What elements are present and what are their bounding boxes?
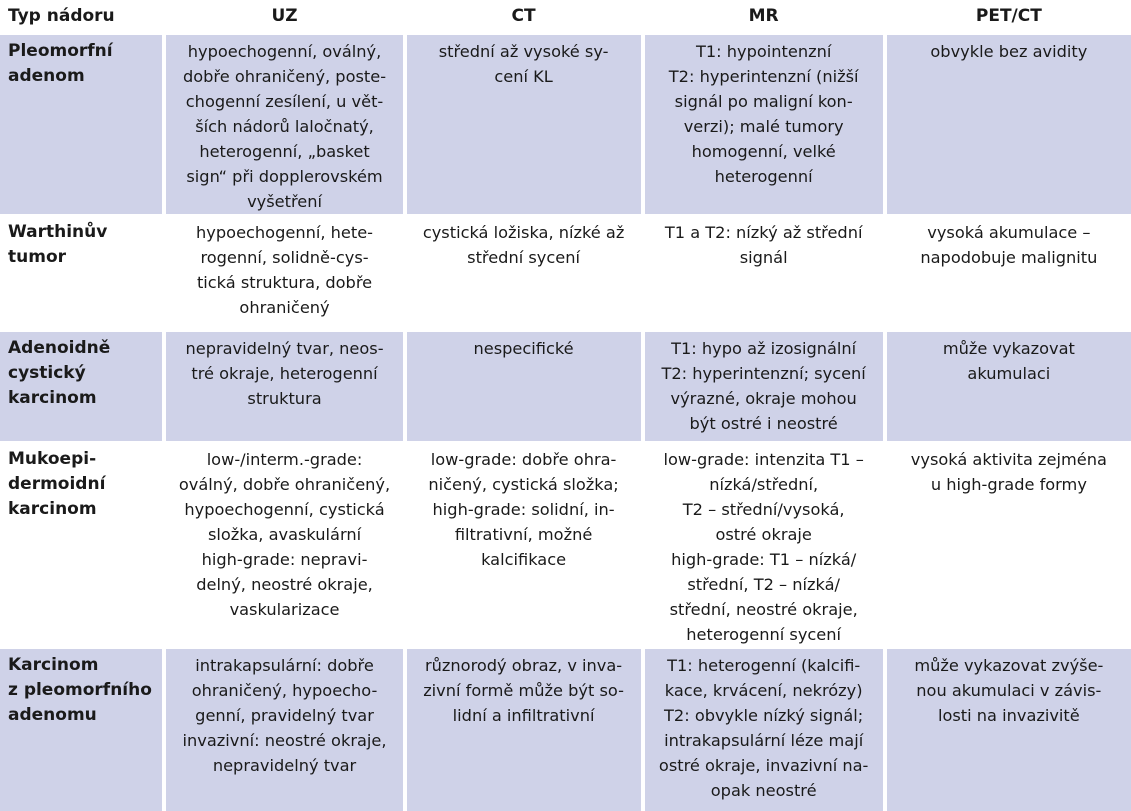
- header-ct: CT: [407, 0, 641, 33]
- table-row: [0, 441, 1131, 647]
- mr-cell: T1: heterogenní (kalcifi- kace, krvácení, nekrózy) T2: obvykle nízký signál; intrakapsulární léze mají ostré okraje, invazivní na- opak neostré: [645, 647, 883, 811]
- ct-cell: low-grade: dobře ohra- ničený, cystická složka; high-grade: solidní, in- filtrativní, možné kalcifikace: [407, 441, 641, 647]
- ct-cell: střední až vysoké sy- cení KL: [407, 33, 641, 214]
- header-row: [0, 0, 1131, 33]
- tumor-type-cell: Pleomorfní adenom: [0, 33, 162, 214]
- tumor-type-cell: Karcinom z pleomorfního adenomu: [0, 647, 162, 811]
- tumor-type-cell: Adenoidně cystický karcinom: [0, 330, 162, 441]
- ct-cell: různorodý obraz, v inva- zivní formě může být so- lidní a infiltrativní: [407, 647, 641, 811]
- header-mr: MR: [645, 0, 883, 33]
- table-row: [0, 33, 1131, 214]
- tumor-type-cell: Mukoepi- dermoidní karcinom: [0, 441, 162, 647]
- uz-cell: intrakapsulární: dobře ohraničený, hypoecho- genní, pravidelný tvar invazivní: neostré okraje, nepravidelný tvar: [166, 647, 402, 811]
- table-row: [0, 647, 1131, 811]
- table-row: [0, 214, 1131, 330]
- ct-cell: nespecifické: [407, 330, 641, 441]
- tumor-type-cell: Warthinův tumor: [0, 214, 162, 330]
- uz-cell: hypoechogenní, oválný, dobře ohraničený, poste- chogenní zesílení, u vět- ších nádorů laločnatý, heterogenní, „basket sign“ při dopplerovském vyšetření: [166, 33, 402, 214]
- uz-cell: nepravidelný tvar, neos- tré okraje, heterogenní struktura: [166, 330, 402, 441]
- pet-ct-cell: může vykazovat zvýše- nou akumulaci v závis- losti na invazivitě: [887, 647, 1131, 811]
- header-tumor-type: Typ nádoru: [0, 0, 162, 33]
- mr-cell: T1 a T2: nízký až střední signál: [645, 214, 883, 330]
- uz-cell: low-/interm.-grade: oválný, dobře ohraničený, hypoechogenní, cystická složka, avaskulární high-grade: nepravi- delný, neostré okraje, vaskularizace: [166, 441, 402, 647]
- header-pet-ct: PET/CT: [887, 0, 1131, 33]
- header-uz: UZ: [166, 0, 402, 33]
- pet-ct-cell: vysoká akumulace – napodobuje malignitu: [887, 214, 1131, 330]
- pet-ct-cell: obvykle bez avidity: [887, 33, 1131, 214]
- ct-cell: cystická ložiska, nízké až střední sycení: [407, 214, 641, 330]
- pet-ct-cell: může vykazovat akumulaci: [887, 330, 1131, 441]
- mr-cell: T1: hypo až izosignální T2: hyperintenzní; sycení výrazné, okraje mohou být ostré i neostré: [645, 330, 883, 441]
- table-row: [0, 330, 1131, 441]
- mr-cell: low-grade: intenzita T1 – nízká/střední, T2 – střední/vysoká, ostré okraje high-grade: T1 – nízká/ střední, T2 – nízká/ střední, neostré okraje, heterogenní sycení: [645, 441, 883, 647]
- pet-ct-cell: vysoká aktivita zejména u high-grade formy: [887, 441, 1131, 647]
- uz-cell: hypoechogenní, hete- rogenní, solidně-cys- tická struktura, dobře ohraničený: [166, 214, 402, 330]
- mr-cell: T1: hypointenzní T2: hyperintenzní (nižší signál po maligní kon- verzi); malé tumory homogenní, velké heterogenní: [645, 33, 883, 214]
